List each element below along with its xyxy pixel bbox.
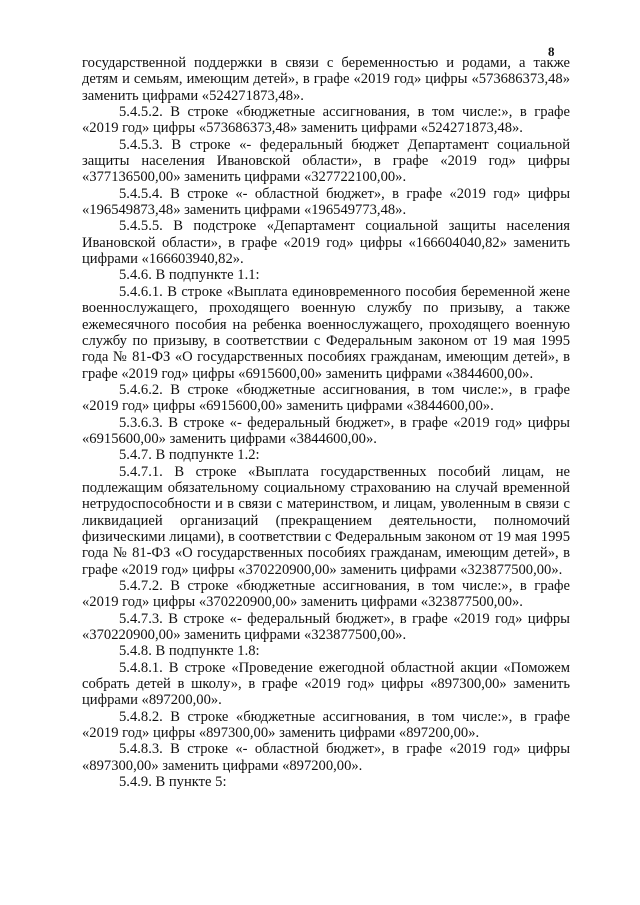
page-number: 8 [548, 44, 555, 59]
paragraph-5-4-8: 5.4.8. В подпункте 1.8: [119, 643, 260, 660]
paragraph-continuation: государственной поддержки в связи с беременностью и родами, а также детям и семьям, имеющим детей», в графе «2019 год» цифры «573686373,48» заменить цифрами «524271873,48». [82, 55, 570, 104]
document-body [82, 55, 570, 790]
paragraph-5-4-6-2: 5.4.6.2. В строке «бюджетные ассигнования, в том числе:», в графе «2019 год» цифры «6915600,00» заменить цифрами «3844600,00». [82, 381, 570, 415]
paragraph-5-4-6-1: 5.4.6.1. В строке «Выплата единовременного пособия беременной жене военнослужащего, проходящего военную службу по призыву, а также ежемесячного пособия на ребенка военнослужащего, проходящего военную службу по призыву, в соответствии с Федеральным законом от 19 мая 1995 года № 81-ФЗ «О государственных пособиях гражданам, имеющим детей», в графе «2019 год» цифры «6915600,00» заменить цифрами «3844600,00». [82, 283, 570, 382]
paragraph-5-4-5-4: 5.4.5.4. В строке «- областной бюджет», в графе «2019 год» цифры «196549873,48» заменить цифрами «196549773,48». [82, 185, 570, 219]
paragraph-5-4-6: 5.4.6. В подпункте 1.1: [119, 267, 260, 284]
paragraph-5-4-5-5: 5.4.5.5. В подстроке «Департамент социальной защиты населения Ивановской области», в графе «2019 год» цифры «166604040,82» заменить цифрами «166603940,82». [82, 218, 570, 268]
paragraph-5-4-8-2: 5.4.8.2. В строке «бюджетные ассигнования, в том числе:», в графе «2019 год» цифры «897300,00» заменить цифрами «897200,00». [82, 708, 570, 742]
paragraph-5-4-7: 5.4.7. В подпункте 1.2: [119, 447, 260, 464]
paragraph-5-4-7-3: 5.4.7.3. В строке «- федеральный бюджет», в графе «2019 год» цифры «370220900,00» заменить цифрами «323877500,00». [82, 610, 570, 644]
paragraph-5-4-9: 5.4.9. В пункте 5: [119, 774, 227, 791]
paragraph-5-3-6-3: 5.3.6.3. В строке «- федеральный бюджет», в графе «2019 год» цифры «6915600,00» заменить цифрами «3844600,00». [82, 414, 570, 447]
paragraph-5-4-5-2: 5.4.5.2. В строке «бюджетные ассигнования, в том числе:», в графе «2019 год» цифры «573686373,48» заменить цифрами «524271873,48». [82, 104, 570, 137]
paragraph-5-4-7-1: 5.4.7.1. В строке «Выплата государственных пособий лицам, не подлежащим обязательному социальному страхованию на случай временной нетрудоспособности и в связи с материнством, и лицам, уволенным в связи с ликвидацией организаций (прекращением деятельности, полномочий физическими лицами), в соответствии с Федеральным законом от 19 мая 1995 года № 81-ФЗ «О государственных пособиях гражданам, имеющим детей», в графе «2019 год» цифры «370220900,00» заменить цифрами «323877500,00». [82, 463, 570, 578]
paragraph-5-4-8-3: 5.4.8.3. В строке «- областной бюджет», в графе «2019 год» цифры «897300,00» заменить цифрами «897200,00». [82, 741, 570, 774]
paragraph-5-4-7-2: 5.4.7.2. В строке «бюджетные ассигнования, в том числе:», в графе «2019 год» цифры «370220900,00» заменить цифрами «323877500,00». [82, 578, 570, 611]
paragraph-5-4-8-1: 5.4.8.1. В строке «Проведение ежегодной областной акции «Поможем собрать детей в школу», в графе «2019 год» цифры «897300,00» заменить цифрами «897200,00». [82, 659, 570, 709]
paragraph-5-4-5-3: 5.4.5.3. В строке «- федеральный бюджет Департамент социальной защиты населения Ивановской области», в графе «2019 год» цифры «377136500,00» заменить цифрами «327722100,00». [82, 136, 570, 186]
